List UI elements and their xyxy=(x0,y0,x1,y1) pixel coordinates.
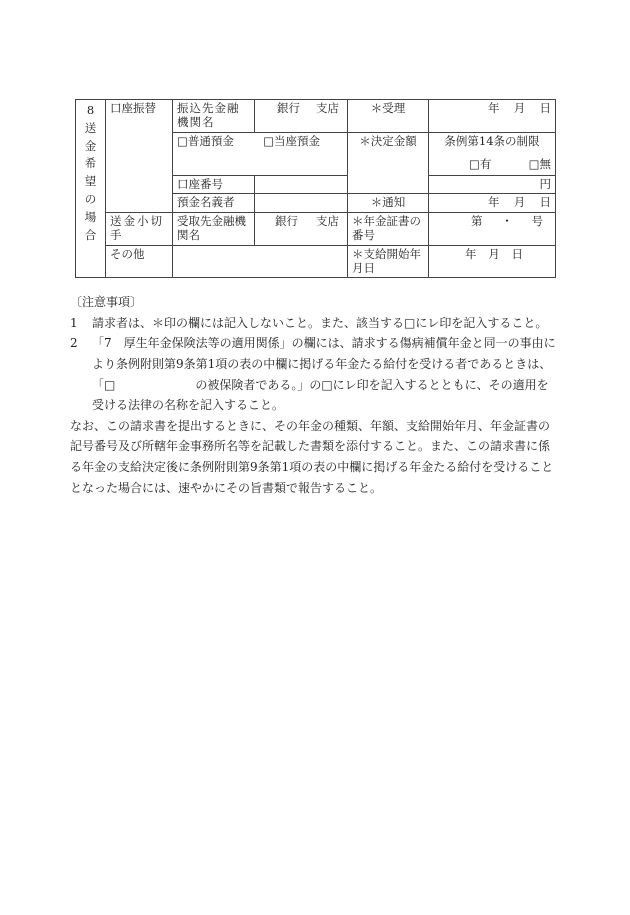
payment-start-label: ＊支給開始年月日 xyxy=(348,245,429,278)
row-money-order xyxy=(76,213,556,246)
bank-branch-field[interactable] xyxy=(255,100,348,133)
account-holder-label: 預金名義者 xyxy=(173,194,255,213)
account-holder-field[interactable] xyxy=(255,194,348,213)
note-item-1 xyxy=(70,313,560,334)
money-order-label: 送金小切手 xyxy=(106,213,173,246)
account-number-label: 口座番号 xyxy=(173,175,255,194)
row-account-transfer xyxy=(76,100,556,133)
other-field[interactable] xyxy=(173,245,348,278)
section-title-char: 場 xyxy=(84,209,97,224)
year-label: 年 xyxy=(465,246,477,261)
yen-label: 円 xyxy=(539,176,551,191)
dot-separator: ・ xyxy=(501,214,513,229)
remittance-form-table xyxy=(75,99,556,278)
note-text xyxy=(92,333,560,416)
received-date-field[interactable] xyxy=(429,100,556,133)
note-number: 1 xyxy=(70,315,78,330)
receiving-bank-branch-field[interactable] xyxy=(255,213,348,246)
restriction-yes-checkbox[interactable]: □有 xyxy=(469,157,492,172)
account-number-field[interactable] xyxy=(255,175,348,194)
decided-amount-label: ＊決定金額 xyxy=(348,132,429,194)
note-item-2 xyxy=(70,333,560,416)
section-title-char: 希 xyxy=(84,156,97,171)
bank-label: 銀行 xyxy=(275,214,298,229)
section-title-char: 望 xyxy=(84,174,97,189)
restriction-cell xyxy=(429,132,556,175)
pension-certificate-number-field[interactable] xyxy=(429,213,556,246)
dai-label: 第 xyxy=(471,214,483,229)
section-title-cell xyxy=(76,100,106,278)
bank-label: 銀行 xyxy=(277,101,300,115)
notice-date-field[interactable] xyxy=(429,194,556,213)
notes-section xyxy=(70,292,560,498)
section-title-char: 合 xyxy=(84,227,97,242)
current-deposit-checkbox[interactable]: □当座預金 xyxy=(263,133,321,148)
deposit-type-cell xyxy=(173,132,348,175)
note-number: 2 xyxy=(70,336,78,351)
receiving-institution-label: 受取先金融機関名 xyxy=(173,213,255,246)
row-other xyxy=(76,245,556,278)
payment-start-date-field[interactable] xyxy=(429,245,556,278)
notes-heading: 〔注意事項〕 xyxy=(70,295,143,309)
note-paragraph: なお、この請求書を提出するときに、その年金の種類、年額、支給開始年月、年金証書の記号番号及び所轄年金事務所名等を記載した書類を添付すること。また、この請求書に係る年金の支給決定後に条例附則第9条第1項の表の中欄に掲げる年金たる給付を受けることとなった場合には、速やかにその旨書類で報告すること。 xyxy=(70,418,554,495)
restriction-label: 条例第14条の制限 xyxy=(444,133,540,148)
day-label: 日 xyxy=(511,246,523,261)
received-label: ＊受理 xyxy=(348,100,429,133)
other-label: その他 xyxy=(106,245,173,278)
go-label: 号 xyxy=(531,214,543,229)
month-label: 月 xyxy=(488,246,500,261)
note-text: 請求者は、＊印の欄には記入しないこと。また、該当する□にレ印を記入すること。 xyxy=(92,315,548,330)
destination-institution-label: 振込先金融機関名 xyxy=(173,100,255,133)
year-label: 年 xyxy=(488,195,500,210)
account-transfer-label: 口座振替 xyxy=(106,100,173,213)
day-label: 日 xyxy=(539,101,551,115)
note-text-part-b: の被保険者である。」の□にレ印を記入するとともに、その適用を受ける法律の名称を記入すること。 xyxy=(92,377,549,413)
section-title-char: 金 xyxy=(84,138,97,153)
month-label: 月 xyxy=(513,101,526,115)
ordinary-deposit-checkbox[interactable]: □普通預金 xyxy=(177,133,234,148)
section-title-char: 送 xyxy=(84,120,97,135)
section-title-char: の xyxy=(84,192,97,207)
section-number: 8 xyxy=(86,103,95,117)
branch-label: 支店 xyxy=(316,101,339,115)
amount-field[interactable] xyxy=(429,175,556,194)
month-label: 月 xyxy=(513,195,526,210)
restriction-no-checkbox[interactable]: □無 xyxy=(528,157,551,172)
note-text-part-a: 「7 厚生年金保険法等の適用関係」の欄には、請求する傷病補償年金と同一の事由により条例附則第9条第1項の表の中欄に掲げる年金たる給付を受ける者であるときは、「□ xyxy=(92,336,556,392)
pension-certificate-number-label: ＊年金証書の番号 xyxy=(348,213,429,246)
day-label: 日 xyxy=(539,195,551,210)
notice-label: ＊通知 xyxy=(348,194,429,213)
branch-label: 支店 xyxy=(316,214,339,229)
year-label: 年 xyxy=(488,101,500,115)
